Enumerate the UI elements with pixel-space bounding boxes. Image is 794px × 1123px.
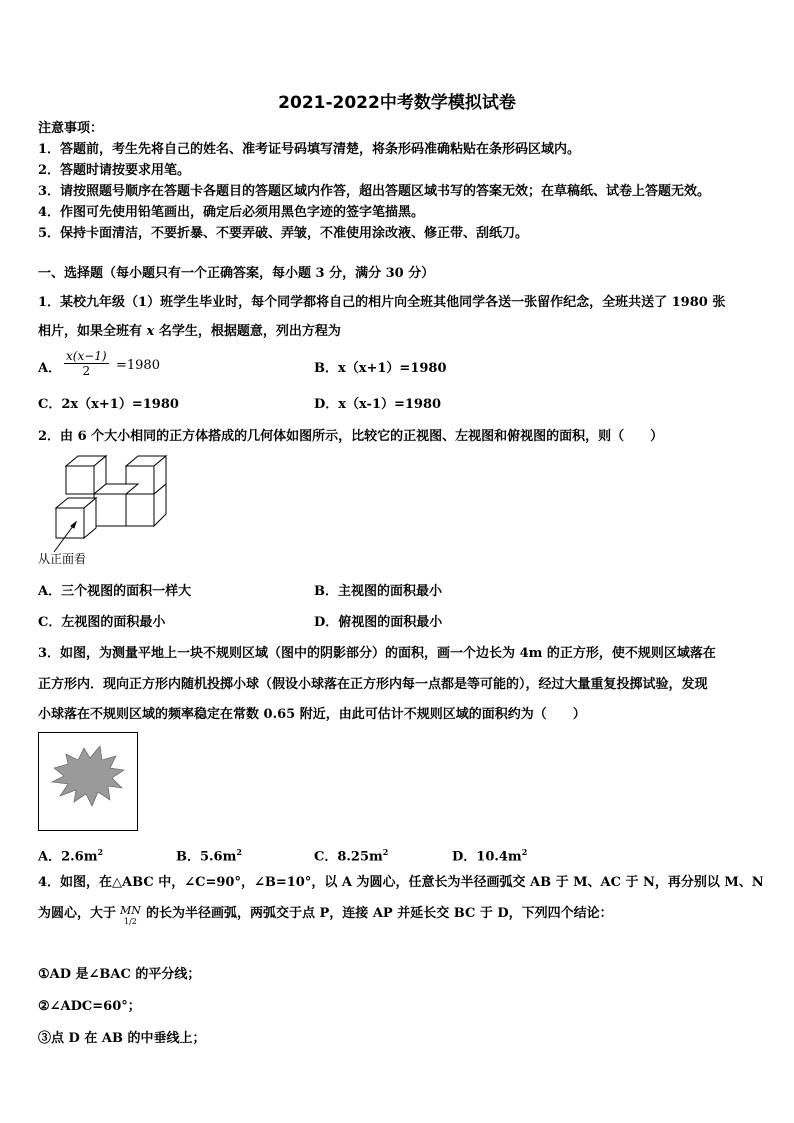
q1-stem-line2: 相片，如果全班有 x 名学生，根据题意，列出方程为 (38, 324, 341, 339)
q4-fraction: MN 1/2 (120, 904, 141, 926)
notice-item: 1．答题前，考生先将自己的姓名、准考证号码填写清楚，将条形码准确粘贴在条形码区域内。 (38, 142, 581, 157)
q2-figure-caption: 从正面看 (38, 552, 87, 566)
q4-conclusion: ②∠ADC=60°； (38, 999, 141, 1014)
q2-option-a: A．三个视图的面积一样大 (38, 584, 192, 599)
q1-option-d: D．x（x-1）=1980 (314, 397, 442, 412)
q2-option-d: D．俯视图的面积最小 (314, 615, 443, 630)
q3-option-d: D．$10.4m^2$ (452, 847, 528, 865)
q3-option-b: B．$5.6m^2$ (176, 847, 242, 865)
q2-cube-figure (38, 452, 170, 567)
q1-option-a-tail: =1980 (116, 358, 160, 373)
q3-option-c: C．$8.25m^2$ (314, 847, 389, 865)
q3-option-a: A．$2.6m^2$ (38, 847, 104, 865)
notice-heading: 注意事项： (38, 121, 104, 136)
page-title: 2021-2022中考数学模拟试卷 (278, 93, 516, 113)
q3-stem-line2: 正方形内．现向正方形内随机投掷小球（假设小球落在正方形内每一点都是等可能的），经过大量重复投掷试验，发现 (38, 677, 708, 692)
q1-stem-line1: 1．某校九年级（1）班学生毕业时，每个同学都将自己的相片向全班其他同学各送一张留作纪念，全班共送了 1980 张 (38, 295, 726, 310)
q4-stem-line1: 4．如图，在△ABC 中，∠C=90°，∠B=10°，以 A 为圆心，任意长为半径画弧交 AB 于 M、AC 于 N，再分别以 M、N (38, 875, 764, 890)
q1-option-c: C．2x（x+1）=1980 (38, 397, 179, 412)
notice-item: 5．保持卡面清洁，不要折暴、不要弄破、弄皱，不准使用涂改液、修正带、刮纸刀。 (38, 226, 529, 241)
q2-stem: 2．由 6 个大小相同的正方体搭成的几何体如图所示，比较它的正视图、左视图和俯视图的面积，则（ ） (38, 429, 664, 444)
q2-option-b: B．主视图的面积最小 (314, 584, 442, 599)
q2-option-c: C．左视图的面积最小 (38, 615, 166, 630)
q4-stem-line2-b: 的长为半径画弧，两弧交于点 P，连接 AP 并延长交 BC 于 D，下列四个结论： (146, 906, 613, 921)
q4-conclusion: ③点 D 在 AB 的中垂线上； (38, 1031, 206, 1046)
q1-option-a-fraction: $\frac{x(x-1)}{2}$ (66, 349, 107, 378)
notice-item: 4．作图可先使用铅笔画出，确定后必须用黑色字迹的签字笔描黑。 (38, 205, 425, 220)
section-heading: 一、选择题（每小题只有一个正确答案，每小题 3 分，满分 30 分） (38, 266, 435, 281)
notice-item: 2．答题时请按要求用笔。 (38, 163, 191, 178)
q3-stem-line1: 3．如图，为测量平地上一块不规则区域（图中的阴影部分）的面积，画一个边长为 4m 的正方形，使不规则区域落在 (38, 646, 716, 661)
q4-conclusion: ①AD 是∠BAC 的平分线； (38, 967, 201, 982)
notice-item: 3．请按照题号顺序在答题卡各题目的答题区域内作答，超出答题区域书写的答案无效；在草稿纸、试卷上答题无效。 (38, 184, 711, 199)
q1-option-a-label: A． (38, 361, 62, 376)
q1-option-b: B．x（x+1）=1980 (314, 361, 447, 376)
q4-stem-line2-a: 为圆心，大于 (38, 906, 117, 921)
q3-square-figure (38, 732, 138, 831)
q3-stem-line3: 小球落在不规则区域的频率稳定在常数 0.65 附近，由此可估计不规则区域的面积约为（ ） (38, 707, 586, 722)
